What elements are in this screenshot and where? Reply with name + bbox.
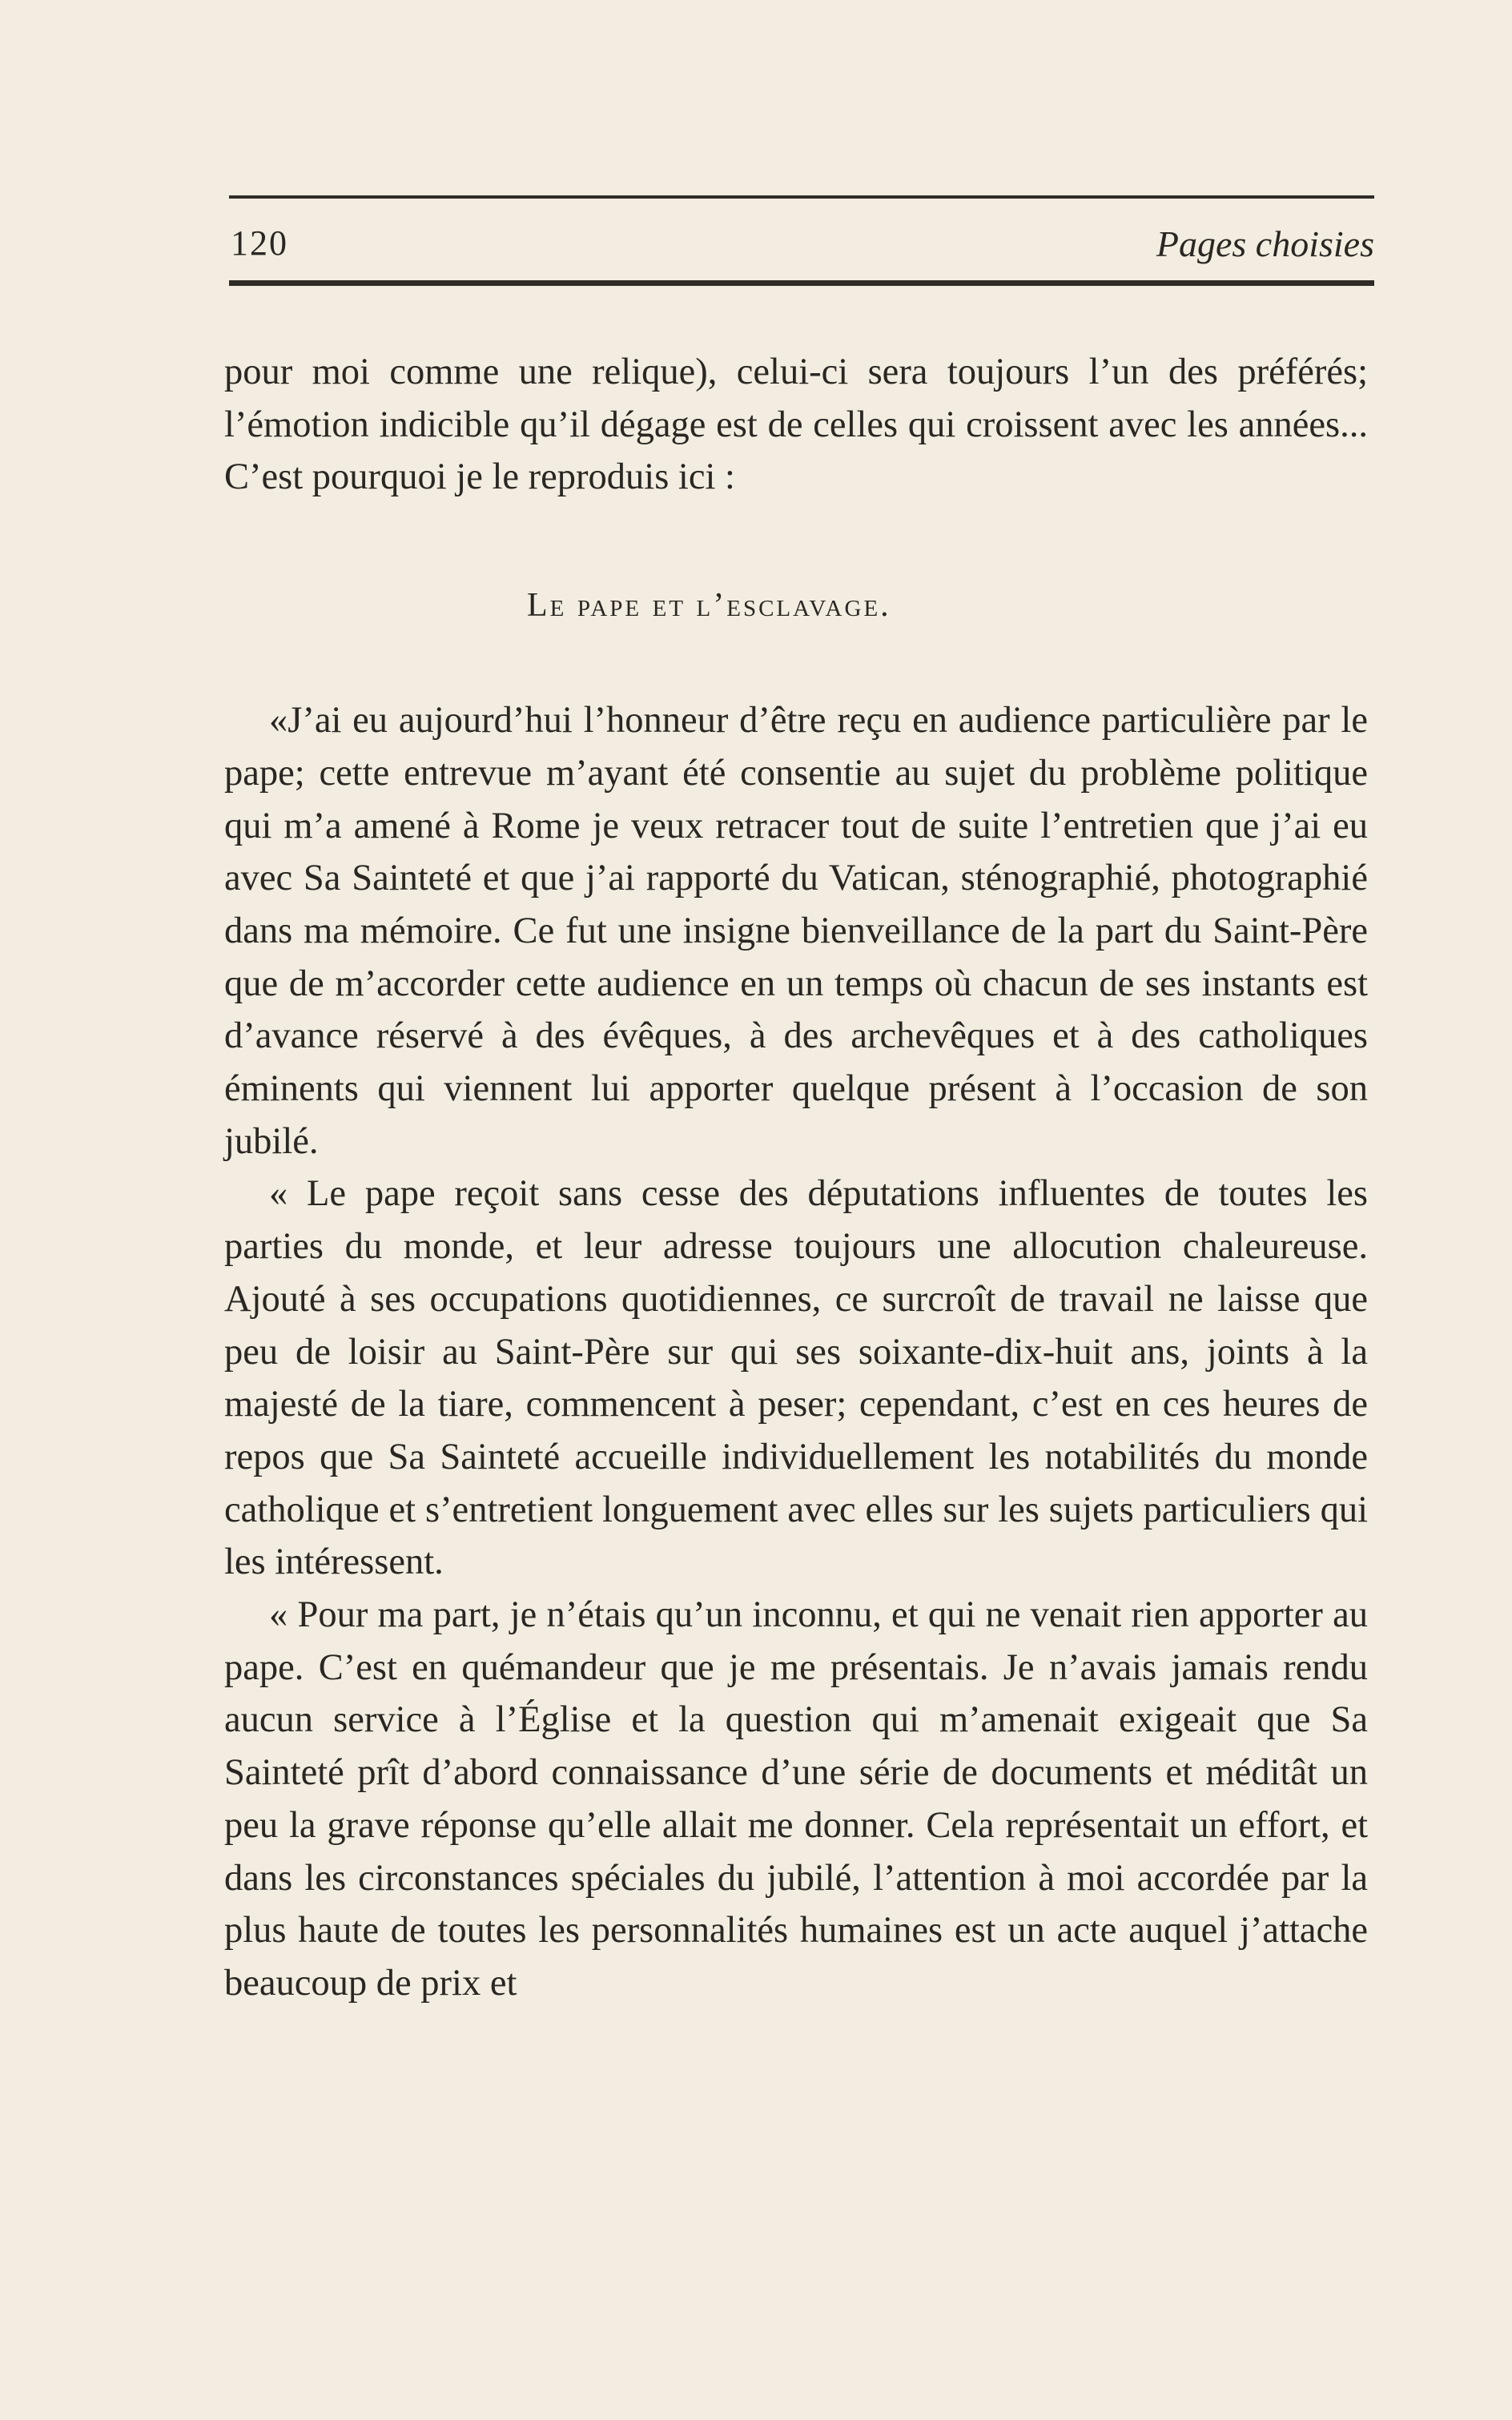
paragraph-deputations: « Le pape reçoit sans cesse des députations influentes de toutes les parties du monde, et leur adresse toujours une allocution chaleureuse. Ajouté à ses occupations quotidiennes, ce surcroît de travail ne laisse que peu de loisir au Saint-Père sur qui ses soixante-dix-huit ans, joints à la majesté de la tiare, commencent à peser; cependant, c’est en ces heures de repos que Sa Sainteté accueille individuellement les notabilités du monde catholique et s’entretient longuement avec elles sur les sujets particuliers qui les intéressent. — [224, 1173, 1368, 1583]
opening-paragraph: pour moi comme une relique), celui-ci sera toujours l’un des préférés; l’émotion indicible qu’il dégage est de celles qui croissent avec les années... C’est pourquoi je le reproduis ici : — [224, 352, 1368, 498]
header-bottom-rule — [229, 280, 1374, 286]
section-title: Le pape et l’esclavage. — [527, 587, 891, 625]
paragraph-unknown-visitor: « Pour ma part, je n’étais qu’un inconnu, et qui ne venait rien apporter au pape. C’est en quémandeur que je me présentais. Je n’avais jamais rendu aucun service à l’Église et la question qui m’amenait exigeait que Sa Sainteté prît d’abord connaissance d’une série de documents et méditât un peu la grave réponse qu’elle allait me donner. Cela représentait un effort, et dans les circonstances spéciales du jubilé, l’attention à moi accordée par la plus haute de toutes les personnalités humaines est un acte auquel j’attache beaucoup de prix et — [224, 1594, 1368, 2004]
main-text — [224, 346, 1368, 2010]
running-head: Pages choisies — [1156, 223, 1374, 264]
header-top-rule — [229, 195, 1374, 199]
paragraph-audience: «J’ai eu aujourd’hui l’honneur d’être reçu en audience particulière par le pape; cette entrevue m’ayant été consentie au sujet du problème politique qui m’a amené à Rome je veux retracer tout de suite l’entretien que j’ai eu avec Sa Sainteté et que j’ai rapporté du Vatican, sténographié, photographié dans ma mémoire. Ce fut une insigne bienveillance de la part du Saint-Père que de m’accorder cette audience en un temps où chacun de ses instants est d’avance réservé à des évêques, à des archevêques et à des catholiques éminents qui viennent lui apporter quelque présent à l’occasion de son jubilé. — [224, 700, 1368, 1162]
page-number: 120 — [231, 223, 288, 263]
